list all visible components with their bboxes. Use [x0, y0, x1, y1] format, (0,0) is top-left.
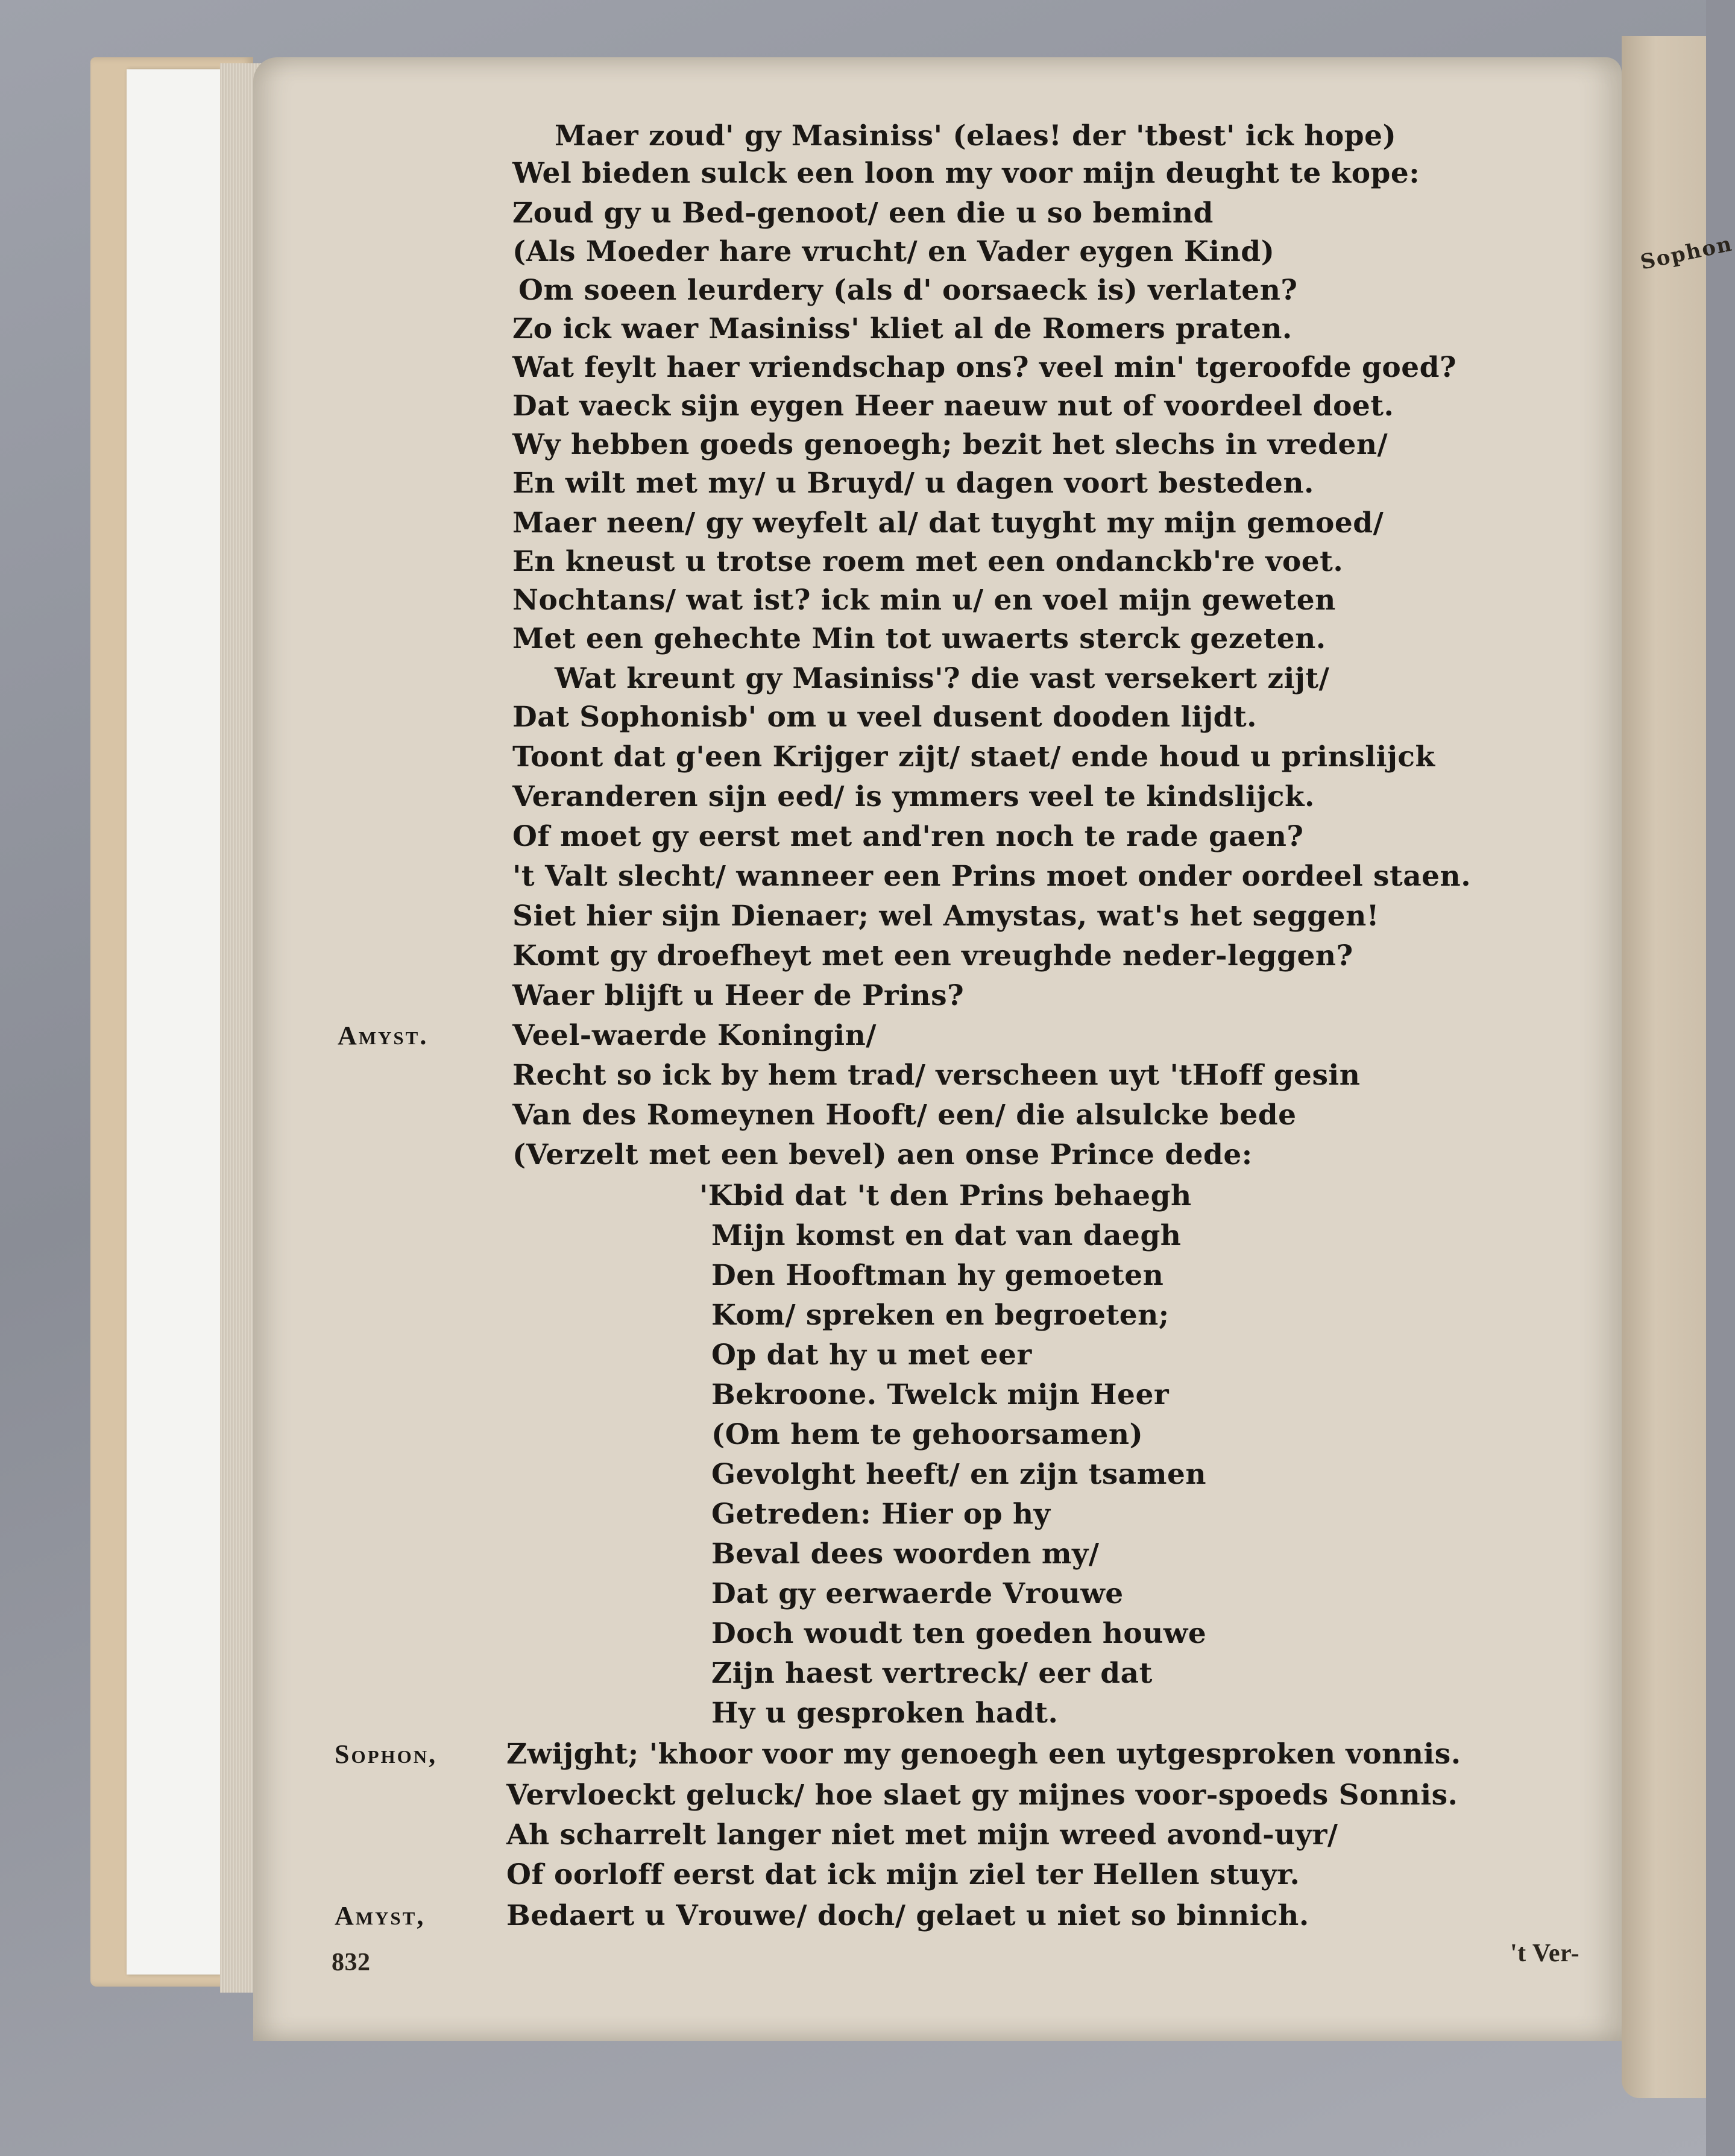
verse-line: Of moet gy eerst met and'ren noch te rade gaen? [512, 820, 1304, 853]
verse-line: Vervloeckt geluck/ hoe slaet gy mijnes voor-spoeds Sonnis. [506, 1779, 1458, 1812]
paper-strip [127, 69, 220, 1975]
verse-line: Met een gehechte Min tot uwaerts sterck gezeten. [512, 622, 1326, 655]
book-page [253, 57, 1622, 2041]
verse-line: Zijn haest vertreck/ eer dat [711, 1657, 1153, 1690]
verse-line: Bekroone. Twelck mijn Heer [711, 1378, 1170, 1411]
verse-line: Dat gy eerwaerde Vrouwe [711, 1577, 1124, 1610]
facing-page [1622, 36, 1735, 2098]
verse-line: Recht so ick by hem trad/ verscheen uyt 'tHoff gesin [512, 1059, 1361, 1092]
speaker-label: Amyst. [338, 1021, 429, 1050]
verse-line: Hy u gesproken hadt. [711, 1697, 1059, 1730]
page-number: 832 [332, 1949, 371, 1976]
verse-line: Dat vaeck sijn eygen Heer naeuw nut of voordeel doet. [512, 389, 1394, 423]
verse-line: Beval dees woorden my/ [711, 1537, 1100, 1571]
verse-line: Mijn komst en dat van daegh [711, 1219, 1182, 1252]
verse-line: Komt gy droefheyt met een vreughde neder-leggen? [512, 939, 1353, 972]
verse-line: (Om hem te gehoorsamen) [711, 1418, 1144, 1451]
verse-line: Dat Sophonisb' om u veel dusent dooden lijdt. [512, 701, 1258, 734]
verse-line: Gevolght heeft/ en zijn tsamen [711, 1458, 1207, 1491]
facing-page-fragment: Sophon [1638, 232, 1735, 275]
verse-line: Bedaert u Vrouwe/ doch/ gelaet u niet so binnich. [506, 1899, 1309, 1932]
verse-line: Op dat hy u met eer [711, 1338, 1032, 1372]
verse-line: Zo ick waer Masiniss' kliet al de Romers praten. [512, 312, 1293, 345]
verse-line: Maer neen/ gy weyfelt al/ dat tuyght my mijn gemoed/ [512, 506, 1384, 540]
verse-line: Siet hier sijn Dienaer; wel Amystas, wat's het seggen! [512, 900, 1379, 933]
verse-line: Getreden: Hier op hy [711, 1498, 1051, 1531]
speaker-label: Sophon, [335, 1739, 438, 1769]
verse-line: Of oorloff eerst dat ick mijn ziel ter Hellen stuyr. [506, 1858, 1300, 1891]
verse-line: Veranderen sijn eed/ is ymmers veel te kindslijck. [512, 780, 1315, 813]
verse-line: Veel-waerde Koningin/ [512, 1019, 877, 1052]
verse-line: Wel bieden sulck een loon my voor mijn deught te kope: [512, 157, 1420, 190]
verse-line: 't Valt slecht/ wanneer een Prins moet onder oordeel staen. [512, 860, 1472, 893]
verse-line: Nochtans/ wat ist? ick min u/ en voel mijn geweten [512, 584, 1336, 617]
verse-line: Zoud gy u Bed-genoot/ een die u so bemind [512, 197, 1214, 230]
verse-line: Toont dat g'een Krijger zijt/ staet/ ende houd u prinslijck [512, 740, 1435, 774]
verse-line: (Verzelt met een bevel) aen onse Prince dede: [512, 1138, 1253, 1171]
verse-line: Wat feylt haer vriendschap ons? veel min' tgeroofde goed? [512, 351, 1457, 384]
verse-line: 'Kbid dat 't den Prins behaegh [699, 1179, 1192, 1212]
verse-line: Zwijght; 'khoor voor my genoegh een uytgesproken vonnis. [506, 1738, 1461, 1771]
verse-line: Doch woudt ten goeden houwe [711, 1617, 1207, 1650]
catchword: 't Ver- [1510, 1940, 1580, 1967]
verse-line: En kneust u trotse roem met een ondanckb're voet. [512, 545, 1344, 578]
verse-line: Waer blijft u Heer de Prins? [512, 979, 965, 1012]
verse-line: Wat kreunt gy Masiniss'? die vast versekert zijt/ [555, 662, 1330, 695]
verse-line: Om soeen leurdery (als d' oorsaeck is) verlaten? [518, 274, 1298, 307]
verse-line: Kom/ spreken en begroeten; [711, 1299, 1170, 1332]
verse-line: En wilt met my/ u Bruyd/ u dagen voort besteden. [512, 467, 1314, 500]
verse-line: Maer zoud' gy Masiniss' (elaes! der 'tbest' ick hope) [555, 119, 1397, 153]
speaker-label: Amyst, [335, 1901, 426, 1931]
verse-line: (Als Moeder hare vrucht/ en Vader eygen Kind) [512, 235, 1275, 268]
verse-line: Van des Romeynen Hooft/ een/ die alsulcke bede [512, 1098, 1297, 1132]
verse-line: Ah scharrelt langer niet met mijn wreed avond-uyr/ [506, 1818, 1338, 1852]
verse-line: Den Hooftman hy gemoeten [711, 1259, 1164, 1292]
verse-line: Wy hebben goeds genoegh; bezit het slechs in vreden/ [512, 428, 1388, 461]
